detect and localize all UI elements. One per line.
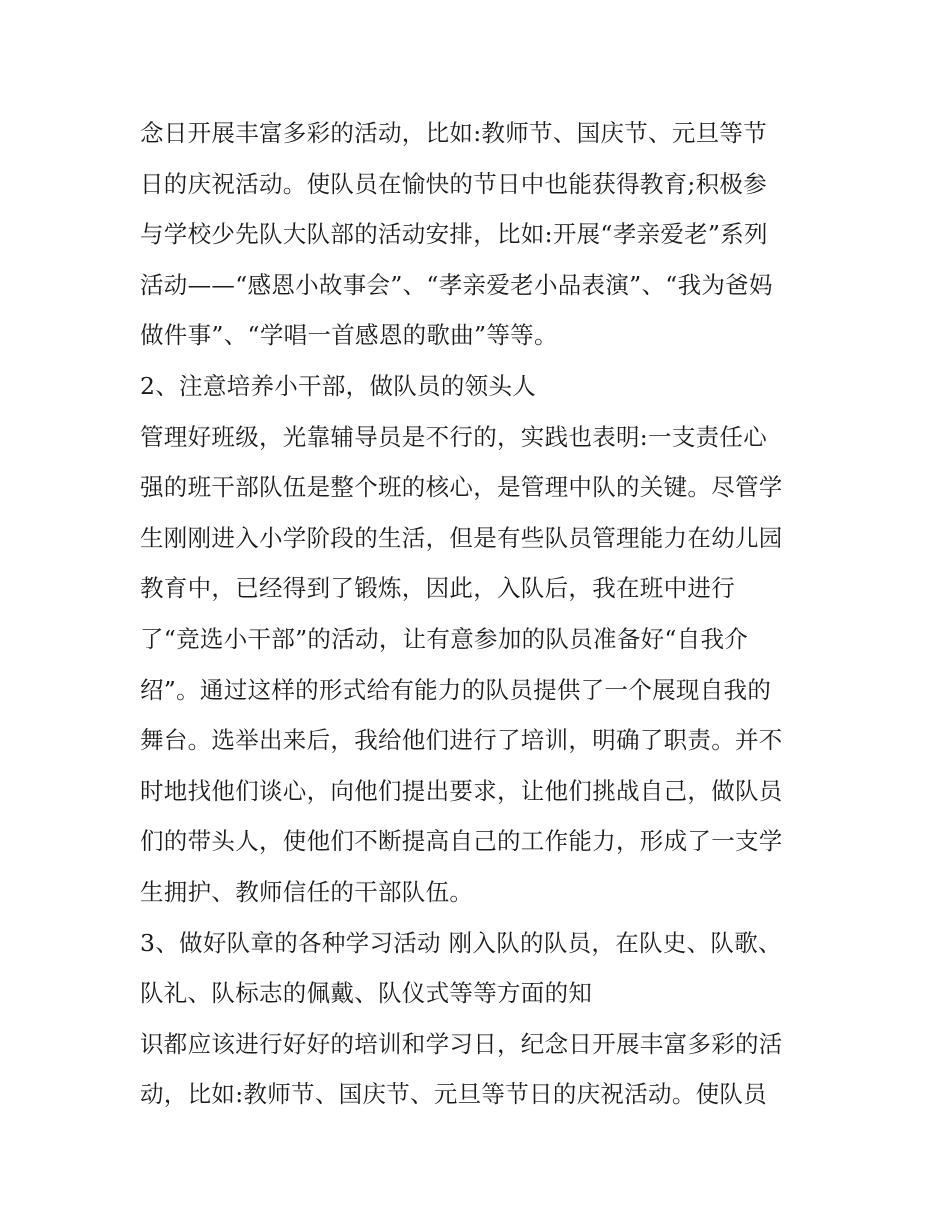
text-line: 念日开展丰富多彩的活动，比如:教师节、国庆节、元旦等节: [140, 119, 768, 147]
text-line: 管理好班级，光靠辅导员是不行的，实践也表明:一支责任心: [140, 422, 768, 451]
text-line: 活动——“感恩小故事会”、“孝亲爱老小品表演”、“我为爸妈: [140, 270, 773, 299]
text-line: 教育中，已经得到了锻炼，因此，入队后，我在班中进行: [140, 574, 735, 603]
text-line: 舞台。选举出来后，我给他们进行了培训，明确了职责。并不: [140, 726, 783, 755]
text-line: 识都应该进行好好的培训和学习日，纪念日开展丰富多彩的活: [140, 1029, 783, 1058]
document-body: [140, 108, 820, 1120]
text-line: 与学校少先队大队部的活动安排，比如:开展“孝亲爱老”系列: [140, 220, 768, 249]
text-line: 生拥护、教师信任的干部队伍。: [140, 877, 474, 906]
text-line: 队礼、队标志的佩戴、队仪式等等方面的知: [140, 979, 593, 1008]
section-heading: 3、做好队章的各种学习活动 刚入队的队员，在队史、队歌、: [140, 928, 782, 957]
text-line: 动，比如:教师节、国庆节、元旦等节日的庆祝活动。使队员: [140, 1080, 768, 1109]
text-line: 日的庆祝活动。使队员在愉快的节日中也能获得教育;积极参: [140, 169, 768, 198]
text-line: 们的带头人，使他们不断提高自己的工作能力，形成了一支学: [140, 827, 783, 856]
text-line: 强的班干部队伍是整个班的核心，是管理中队的关键。尽管学: [140, 473, 783, 502]
text-line: 生刚刚进入小学阶段的生活，但是有些队员管理能力在幼儿园: [140, 523, 783, 552]
text-line: 时地找他们谈心，向他们提出要求，让他们挑战自己，做队员: [140, 776, 783, 805]
text-line: 绍”。通过这样的形式给有能力的队员提供了一个展现自我的: [140, 675, 772, 704]
text-line: 做件事”、“学唱一首感恩的歌曲”等等。: [140, 321, 558, 350]
section-heading: 2、注意培养小干部，做队员的领头人: [140, 371, 537, 400]
text-line: 了“竞选小干部”的活动，让有意参加的队员准备好“自我介: [140, 624, 749, 653]
